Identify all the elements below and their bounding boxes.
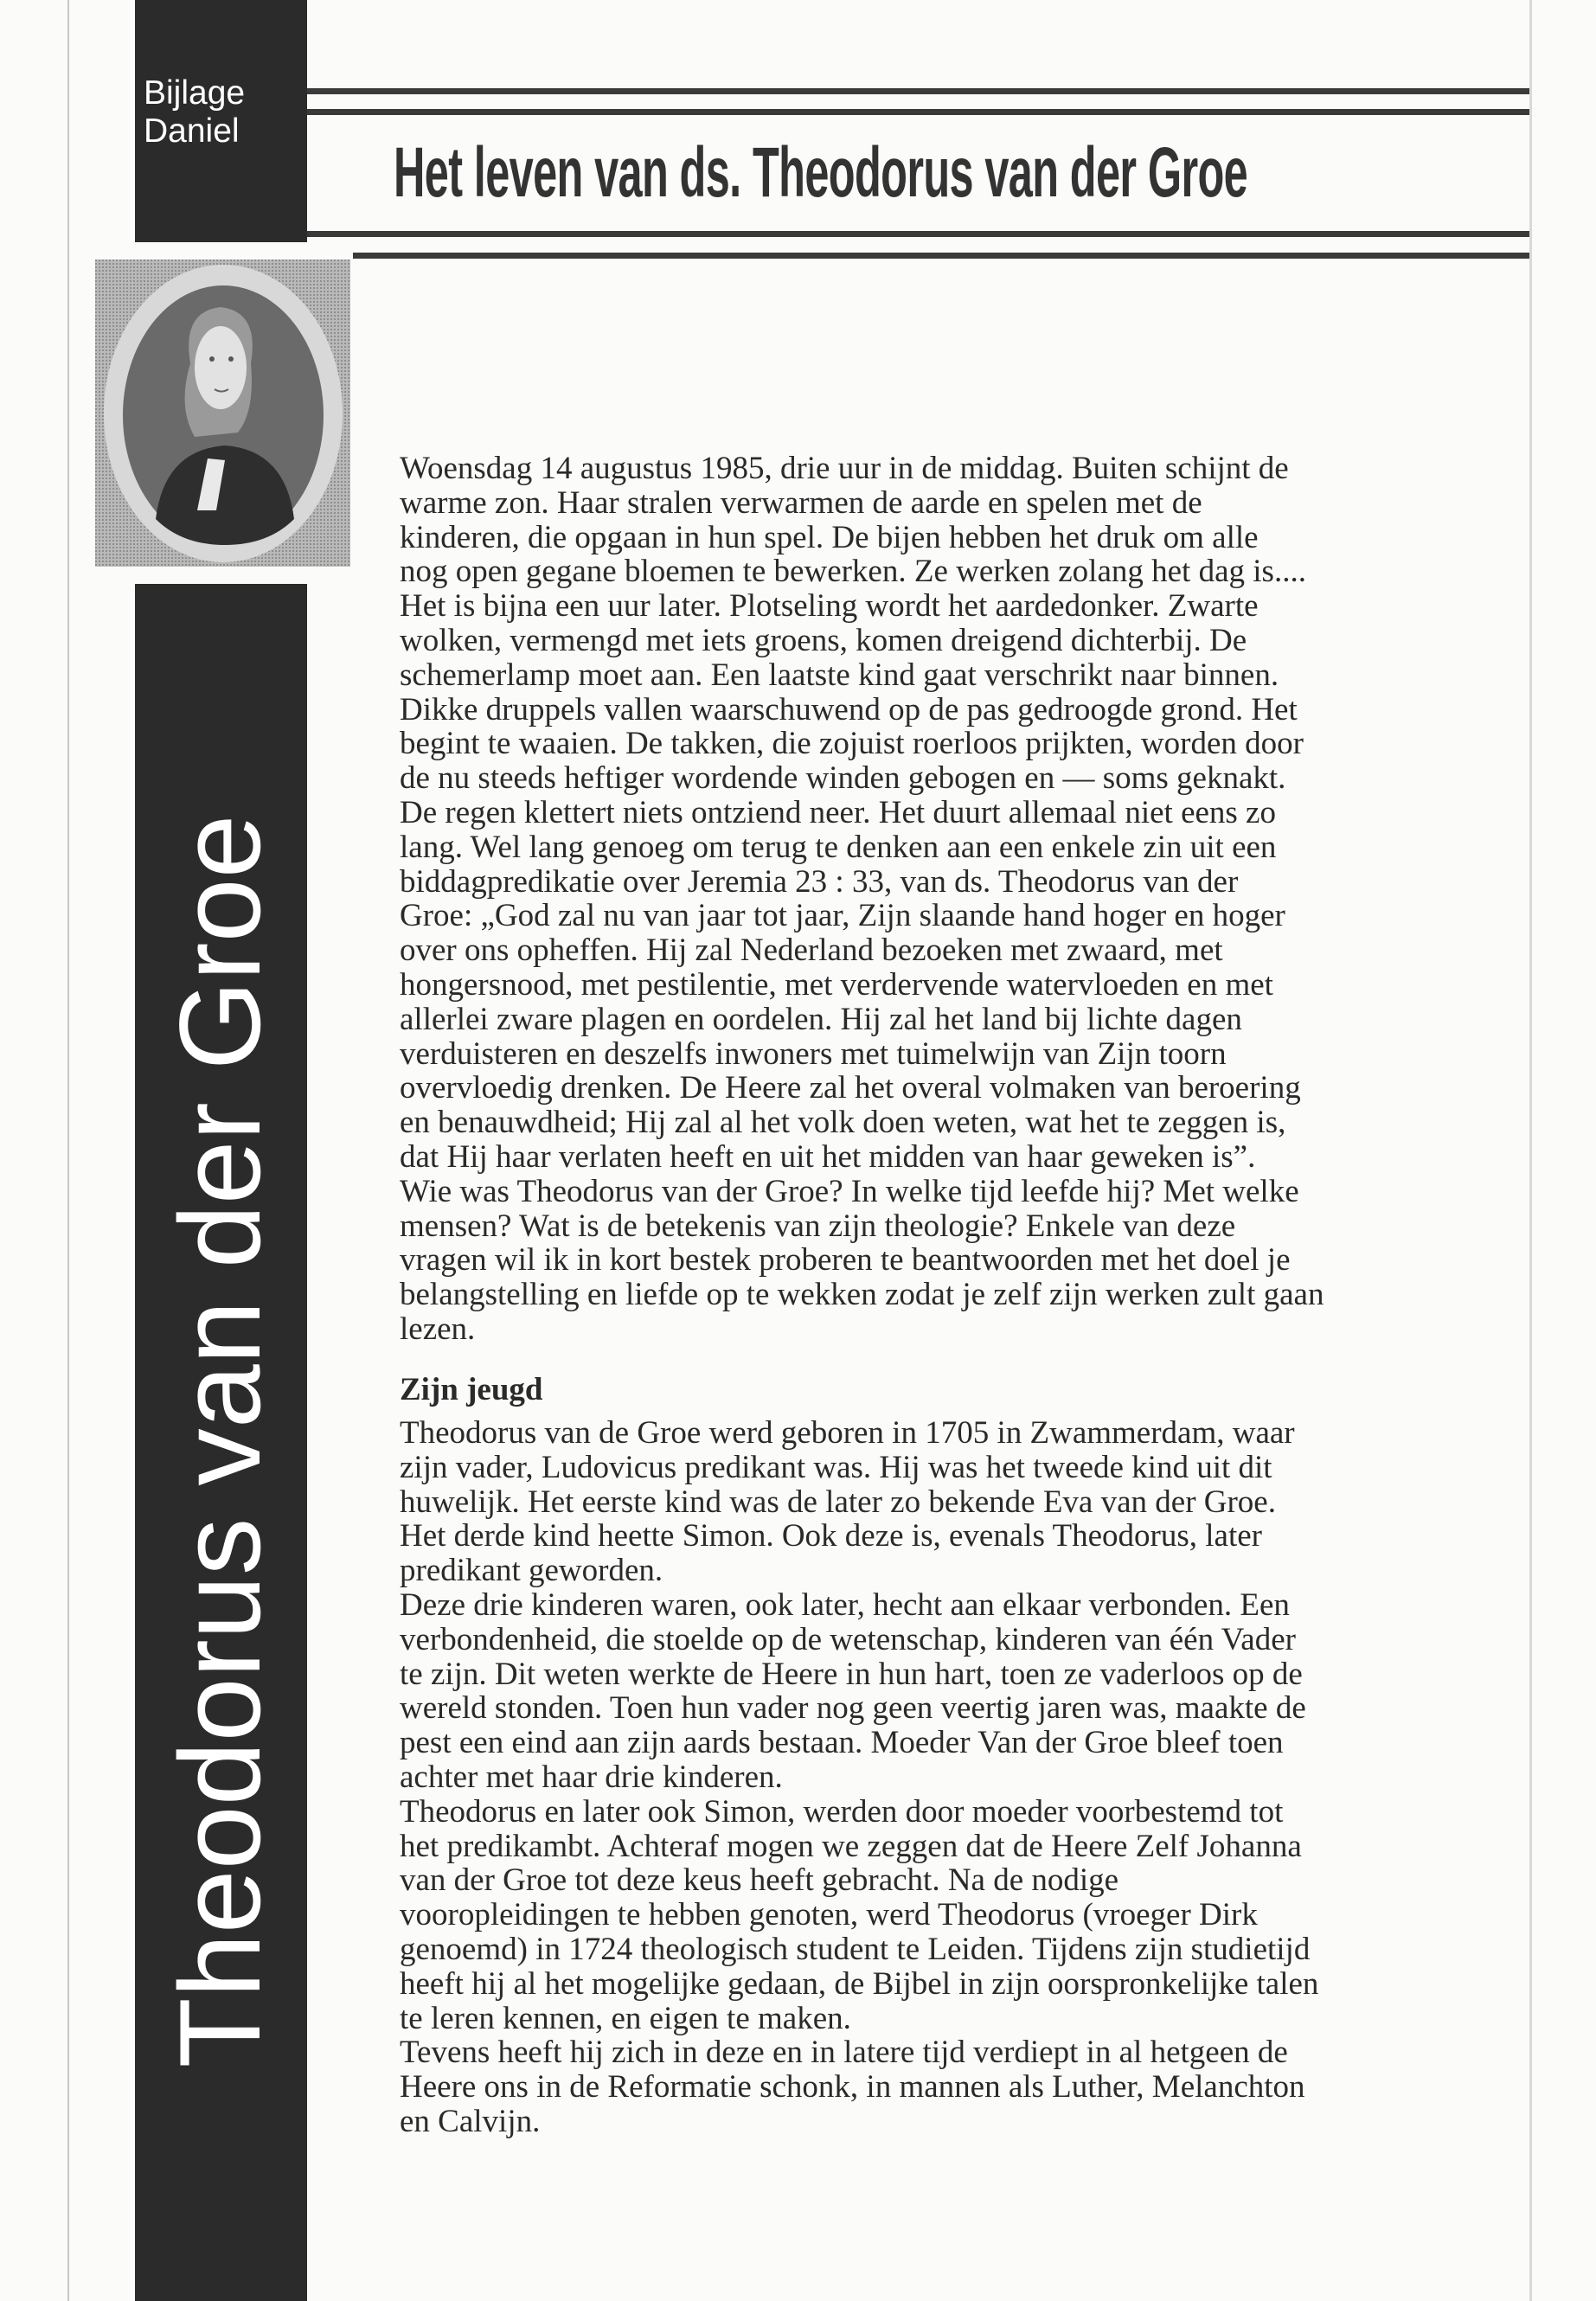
text-line: Wie was Theodorus van der Groe? In welke tijd leefde hij? Met welke bbox=[400, 1173, 1299, 1209]
text-line: van der Groe tot deze keus heeft gebracht. Na de nodige bbox=[400, 1862, 1119, 1899]
header-rule-2 bbox=[307, 109, 1529, 115]
text-line: vooropleidingen te hebben genoten, werd Theodorus (vroeger Dirk bbox=[400, 1897, 1258, 1933]
text-line: biddagpredikatie over Jeremia 23 : 33, van ds. Theodorus van der bbox=[400, 863, 1239, 900]
text-line: wolken, vermengd met iets groens, komen dreigend dichterbij. De bbox=[400, 622, 1247, 658]
text-line: warme zon. Haar stralen verwarmen de aarde en spelen met de bbox=[400, 484, 1202, 521]
vertical-title: Theodorus van der Groe bbox=[157, 814, 285, 2068]
section-heading: Zijn jeugd bbox=[400, 1372, 543, 1407]
text-line: over ons opheffen. Hij zal Nederland bezoeken met zwaard, met bbox=[400, 933, 1223, 969]
text-line: het predikambt. Achteraf mogen we zeggen dat de Heere Zelf Johanna bbox=[400, 1828, 1302, 1864]
text-line: schemerlamp moet aan. Een laatste kind gaat verschrikt naar binnen. bbox=[400, 657, 1279, 693]
text-line: mensen? Wat is de betekenis van zijn theologie? Enkele van deze bbox=[400, 1208, 1236, 1244]
text-line: Theodorus van de Groe werd geboren in 1705 in Zwammerdam, waar bbox=[400, 1415, 1295, 1451]
page-title: Het leven van ds. Theodorus van der Groe bbox=[394, 133, 1248, 212]
text-line: hongersnood, met pestilentie, met verdervende watervloeden en met bbox=[400, 966, 1273, 1003]
text-line: nog open gegane bloemen te bewerken. Ze werken zolang het dag is.... bbox=[400, 554, 1306, 590]
text-line: huwelijk. Het eerste kind was de later zo bekende Eva van der Groe. bbox=[400, 1484, 1276, 1520]
text-line: Tevens heeft hij zich in deze en in latere tijd verdiept in al hetgeen de bbox=[400, 2035, 1288, 2071]
text-line: dat Hij haar verlaten heeft en uit het midden van haar geweken is”. bbox=[400, 1138, 1256, 1175]
text-line: vragen wil ik in kort bestek proberen te beantwoorden met het doel je bbox=[400, 1242, 1291, 1279]
text-line: de nu steeds heftiger wordende winden gebogen en — soms geknakt. bbox=[400, 760, 1286, 797]
text-line: Groe: „God zal nu van jaar tot jaar, Zijn slaande hand hoger en hoger bbox=[400, 898, 1285, 934]
text-line: te leren kennen, en eigen te maken. bbox=[400, 2000, 851, 2036]
text-line: Theodorus en later ook Simon, werden door moeder voorbestemd tot bbox=[400, 1793, 1284, 1830]
portrait-image bbox=[95, 260, 350, 567]
text-line: achter met haar drie kinderen. bbox=[400, 1759, 783, 1795]
text-line: belangstelling en liefde op te wekken zodat je zelf zijn werken zult gaan bbox=[400, 1277, 1324, 1313]
text-line: Woensdag 14 augustus 1985, drie uur in de middag. Buiten schijnt de bbox=[400, 451, 1289, 486]
text-line: Het derde kind heette Simon. Ook deze is, evenals Theodorus, later bbox=[400, 1518, 1262, 1554]
page-edge-left bbox=[67, 0, 69, 2301]
supplement-tag-line2: Daniel bbox=[144, 112, 240, 150]
text-line: begint te waaien. De takken, die zojuist roerloos prijkten, worden door bbox=[400, 726, 1304, 762]
text-line: Heere ons in de Reformatie schonk, in mannen als Luther, Melanchton bbox=[400, 2069, 1305, 2106]
text-line: en benauwdheid; Hij zal al het volk doen weten, wat het te zeggen is, bbox=[400, 1105, 1286, 1141]
text-line: De regen klettert niets ontziend neer. Het duurt allemaal niet eens zo bbox=[400, 794, 1276, 830]
text-line: zijn vader, Ludovicus predikant was. Hij was het tweede kind uit dit bbox=[400, 1449, 1272, 1485]
text-line: Dikke druppels vallen waarschuwend op de pas gedroogde grond. Het bbox=[400, 691, 1298, 727]
text-line: te zijn. Dit weten werkte de Heere in hun hart, toen ze vaderloos op de bbox=[400, 1656, 1303, 1692]
text-line: Het is bijna een uur later. Plotseling wordt het aardedonker. Zwarte bbox=[400, 588, 1259, 625]
text-line: verbondenheid, die stoelde op de wetenschap, kinderen van één Vader bbox=[400, 1621, 1296, 1657]
supplement-tag-line1: Bijlage bbox=[144, 74, 246, 112]
header-rule-3 bbox=[307, 231, 1529, 237]
text-line: Deze drie kinderen waren, ook later, hecht aan elkaar verbonden. Een bbox=[400, 1586, 1290, 1623]
text-line: allerlei zware plagen en oordelen. Hij zal het land bij lichte dagen bbox=[400, 1001, 1242, 1037]
text-line: pest een eind aan zijn aards bestaan. Moeder Van der Groe bleef toen bbox=[400, 1725, 1284, 1761]
text-line: lang. Wel lang genoeg om terug te denken aan een enkele zin uit een bbox=[400, 829, 1277, 865]
text-line: predikant geworden. bbox=[400, 1553, 663, 1589]
header-rule-1 bbox=[307, 88, 1529, 94]
text-line: wereld stonden. Toen hun vader nog geen veertig jaren was, maakte de bbox=[400, 1690, 1306, 1727]
section-paragraph bbox=[400, 1416, 1318, 2139]
text-line: genoemd) in 1724 theologisch student te Leiden. Tijdens zijn studietijd bbox=[400, 1931, 1311, 1967]
intro-paragraph bbox=[400, 452, 1324, 1347]
text-line: en Calvijn. bbox=[400, 2103, 541, 2139]
text-line: lezen. bbox=[400, 1311, 476, 1347]
supplement-tag bbox=[144, 74, 245, 151]
text-line: heeft hij al het mogelijke gedaan, de Bijbel in zijn oorspronkelijke talen bbox=[400, 1965, 1319, 2002]
text-line: kinderen, die opgaan in hun spel. De bijen hebben het druk om alle bbox=[400, 519, 1259, 555]
page-edge-right bbox=[1529, 0, 1532, 2301]
text-line: verduisteren en deszelfs inwoners met tuimelwijn van Zijn toorn bbox=[400, 1035, 1227, 1072]
text-line: overvloedig drenken. De Heere zal het overal volmaken van beroering bbox=[400, 1070, 1301, 1106]
header-rule-4 bbox=[353, 253, 1529, 259]
